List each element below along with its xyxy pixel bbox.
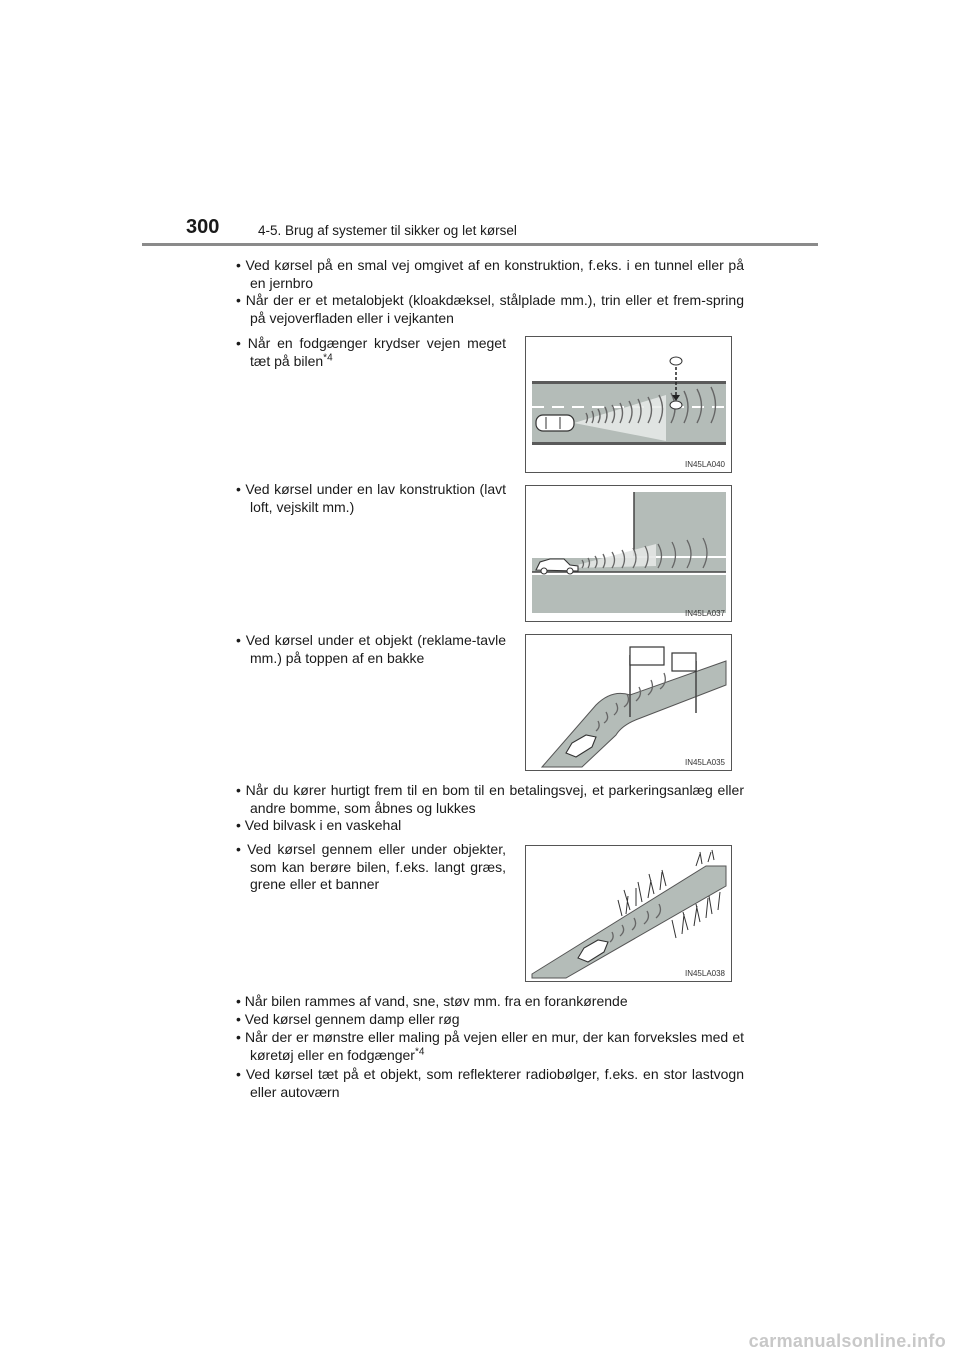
bullet-grass-branches: • Ved kørsel gennem eller under objekter, som kan berøre bilen, f.eks. langt græs, grene eller et banner — [236, 841, 506, 892]
header-rule — [142, 243, 818, 246]
figure-code: IN45LA040 — [684, 460, 725, 469]
bullet-toll-barrier: • Når du kører hurtigt frem til en bom til en betalingsvej, et parkeringsanlæg eller andre bomme, som åbnes og lukkes — [236, 782, 744, 816]
page-number: 300 — [186, 216, 220, 238]
watermark: carmanualsonline.info — [748, 1331, 946, 1351]
pedestrian-illustration — [526, 337, 731, 472]
figure-grass-branches — [525, 845, 732, 982]
bullet-metal-object: • Når der er et metalobjekt (kloakdæksel, stålplade mm.), trin eller et frem-spring på vejoverfladen eller i vejkanten — [236, 292, 744, 326]
bullet-steam-smoke: • Ved kørsel gennem damp eller røg — [236, 1011, 460, 1027]
bullet-low-structure: • Ved kørsel under en lav konstruktion (lavt loft, vejskilt mm.) — [236, 481, 506, 515]
bullet-hill-object: • Ved kørsel under et objekt (reklame-tavle mm.) på toppen af en bakke — [236, 632, 506, 666]
bullet-road-patterns: • Når der er mønstre eller maling på vejen eller en mur, der kan forveksles med et køretøj eller en fodgænger$^{*4}$ — [236, 1029, 744, 1063]
bullet-car-wash: • Ved bilvask i en vaskehal — [236, 817, 402, 833]
bullet-spray: • Når bilen rammes af vand, sne, støv mm. fra en forankørende — [236, 993, 628, 1009]
figure-code: IN45LA035 — [684, 758, 725, 767]
hill-object-illustration — [526, 635, 731, 770]
figure-hill-object — [525, 634, 732, 771]
figure-low-structure — [525, 485, 732, 622]
figure-pedestrian — [525, 336, 732, 473]
footnote-marker: *4 — [414, 1045, 425, 1057]
footnote-marker: *4 — [323, 351, 333, 363]
grass-illustration — [526, 846, 731, 981]
figure-code: IN45LA037 — [684, 609, 725, 618]
bullet-reflective-object: • Ved kørsel tæt på et objekt, som reflekterer radiobølger, f.eks. en stor lastvogn eller autoværn — [236, 1066, 744, 1100]
low-structure-illustration — [526, 486, 731, 621]
figure-code: IN45LA038 — [684, 969, 725, 978]
bullet-pedestrian: • Når en fodgænger krydser vejen meget tæt på bilen$^{*4}$ — [236, 335, 506, 369]
section-title: 4-5. Brug af systemer til sikker og let kørsel — [258, 223, 517, 238]
bullet-narrow-road: • Ved kørsel på en smal vej omgivet af en konstruktion, f.eks. i en tunnel eller på en jernbro — [236, 257, 744, 291]
